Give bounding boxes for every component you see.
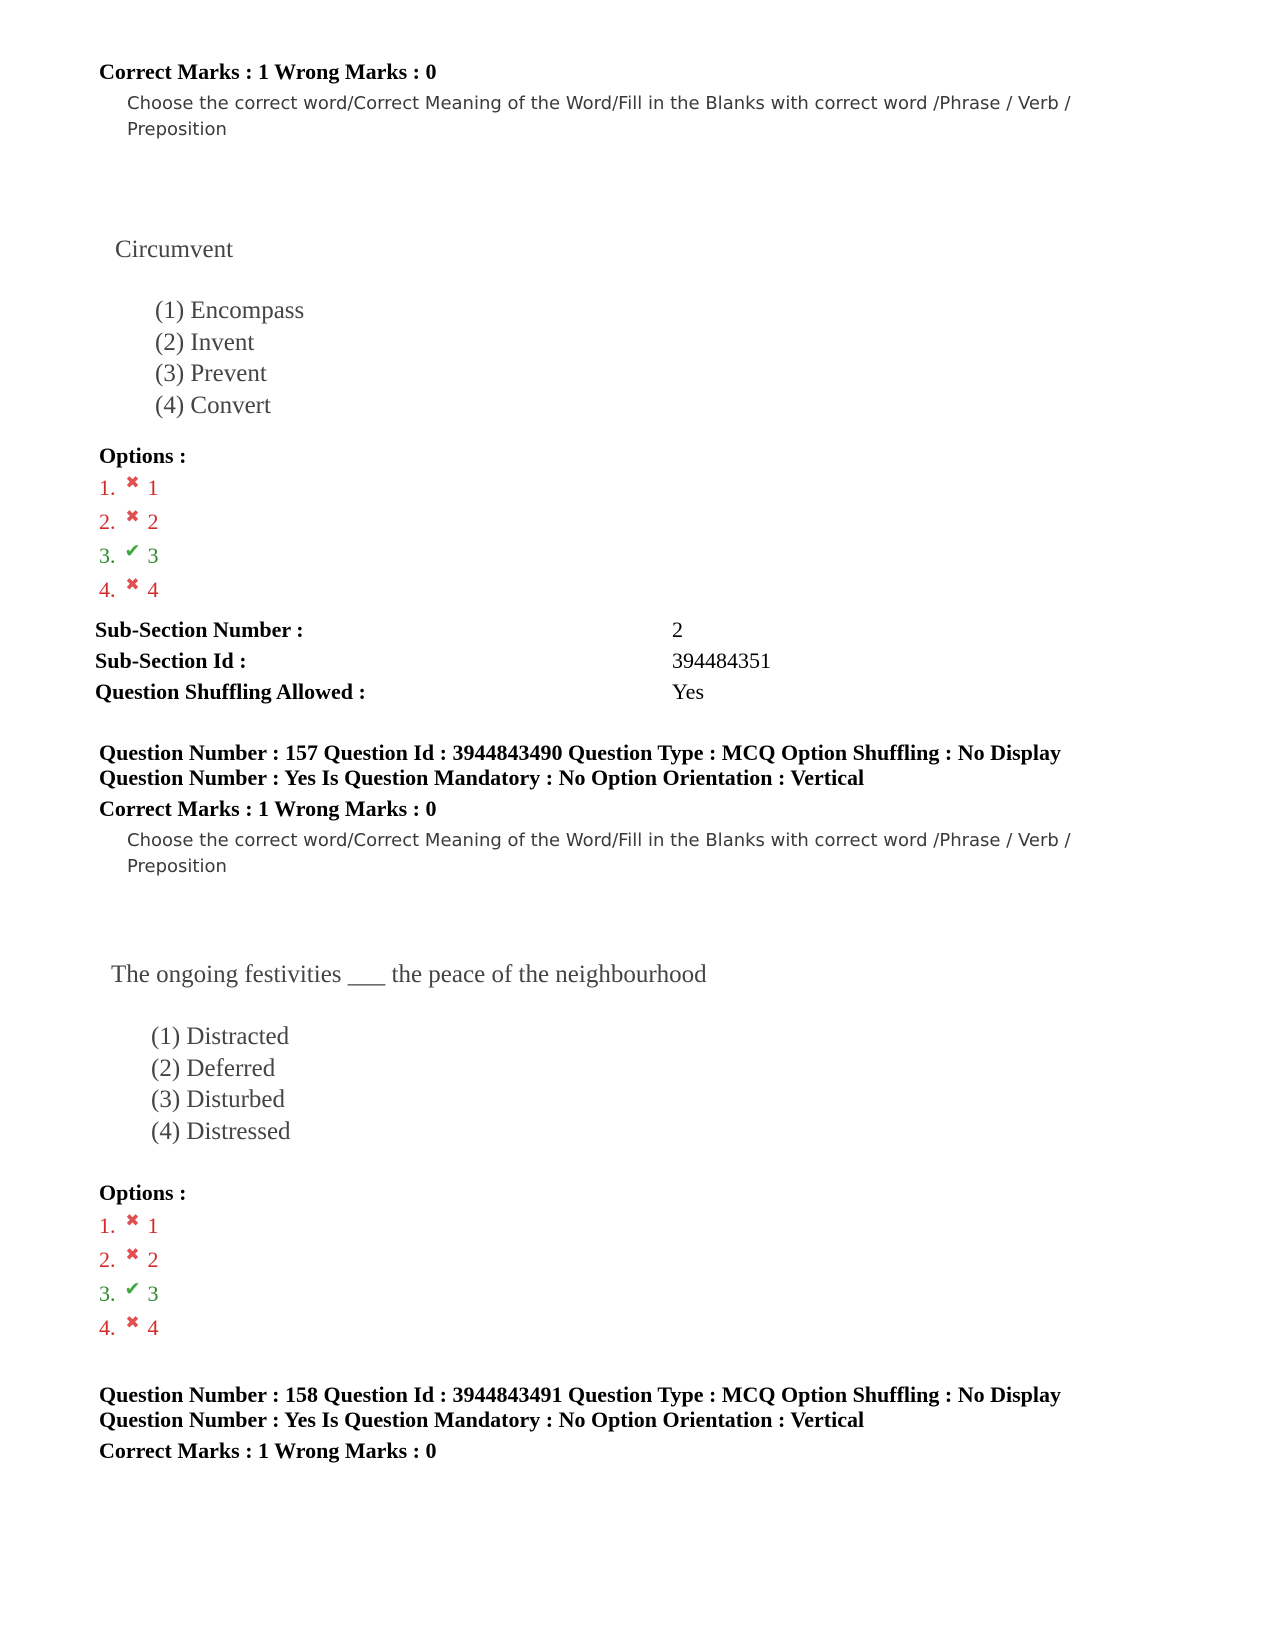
option-item	[99, 573, 159, 607]
option-value: 2	[147, 1247, 159, 1272]
correct-marks-line: Correct Marks : 1 Wrong Marks : 0	[99, 59, 437, 84]
question-shuffling-row	[95, 676, 895, 707]
choice-item: (1) Distracted	[151, 1023, 290, 1050]
option-number: 3.	[99, 543, 116, 568]
question-shuffling-value: Yes	[672, 679, 705, 704]
question-text: Circumvent	[115, 236, 234, 263]
option-value: 1	[147, 475, 159, 500]
choice-item: (3) Disturbed	[151, 1086, 285, 1113]
choice-item: (1) Encompass	[155, 297, 305, 324]
option-value: 1	[147, 1213, 159, 1238]
options-list	[99, 1209, 159, 1345]
question-header-line1: Question Number : 157 Question Id : 3944843490 Question Type : MCQ Option Shuffling : No Display	[99, 740, 1062, 765]
subsection-number-value: 2	[672, 617, 683, 642]
x-icon: ✖	[125, 473, 140, 493]
question-instruction: Choose the correct word/Correct Meaning of the Word/Fill in the Blanks with correct word /Phrase / Verb / Preposition	[127, 93, 1071, 140]
option-value: 2	[147, 509, 159, 534]
question-header-line2: Question Number : Yes Is Question Mandatory : No Option Orientation : Vertical	[99, 1407, 865, 1432]
options-list	[99, 471, 159, 607]
check-icon: ✔	[124, 540, 141, 562]
subsection-number-row	[95, 614, 895, 645]
option-number: 4.	[99, 577, 116, 602]
question-text: The ongoing festivities ___ the peace of the neighbourhood	[111, 961, 707, 988]
correct-marks-line: Correct Marks : 1 Wrong Marks : 0	[99, 796, 437, 821]
choice-item: (4) Convert	[155, 391, 271, 419]
question-header-line1: Question Number : 158 Question Id : 3944843491 Question Type : MCQ Option Shuffling : No Display	[99, 1382, 1062, 1407]
option-item	[99, 1311, 159, 1345]
choice-item: (2) Deferred	[151, 1054, 276, 1082]
subsection-id-value: 394484351	[672, 648, 771, 673]
option-value: 4	[147, 1315, 159, 1340]
subsection-info	[95, 614, 895, 707]
option-number: 3.	[99, 1281, 116, 1306]
option-value: 3	[147, 543, 159, 568]
x-icon: ✖	[125, 1211, 140, 1231]
question-header-line2: Question Number : Yes Is Question Mandatory : No Option Orientation : Vertical	[99, 765, 865, 790]
options-label: Options :	[99, 1180, 187, 1205]
choice-item: (4) Distressed	[151, 1117, 291, 1145]
option-number: 2.	[99, 509, 116, 534]
subsection-id-label: Sub-Section Id :	[95, 648, 247, 673]
check-icon: ✔	[124, 1278, 141, 1300]
choice-item: (3) Prevent	[155, 360, 267, 387]
question-choices	[155, 295, 304, 421]
x-icon: ✖	[125, 1245, 140, 1265]
subsection-id-row	[95, 645, 895, 676]
option-number: 2.	[99, 1247, 116, 1272]
option-number: 4.	[99, 1315, 116, 1340]
subsection-number-label: Sub-Section Number :	[95, 617, 304, 642]
option-number: 1.	[99, 475, 116, 500]
x-icon: ✖	[125, 1313, 140, 1333]
question-instruction: Choose the correct word/Correct Meaning of the Word/Fill in the Blanks with correct word /Phrase / Verb / Preposition	[127, 830, 1071, 877]
question-shuffling-label: Question Shuffling Allowed :	[95, 679, 366, 704]
choice-item: (2) Invent	[155, 328, 255, 356]
options-label: Options :	[99, 443, 187, 468]
option-number: 1.	[99, 1213, 116, 1238]
option-value: 4	[147, 577, 159, 602]
question-choices	[151, 1021, 291, 1147]
option-value: 3	[147, 1281, 159, 1306]
correct-marks-line: Correct Marks : 1 Wrong Marks : 0	[99, 1438, 437, 1463]
x-icon: ✖	[125, 507, 140, 527]
x-icon: ✖	[125, 575, 140, 595]
